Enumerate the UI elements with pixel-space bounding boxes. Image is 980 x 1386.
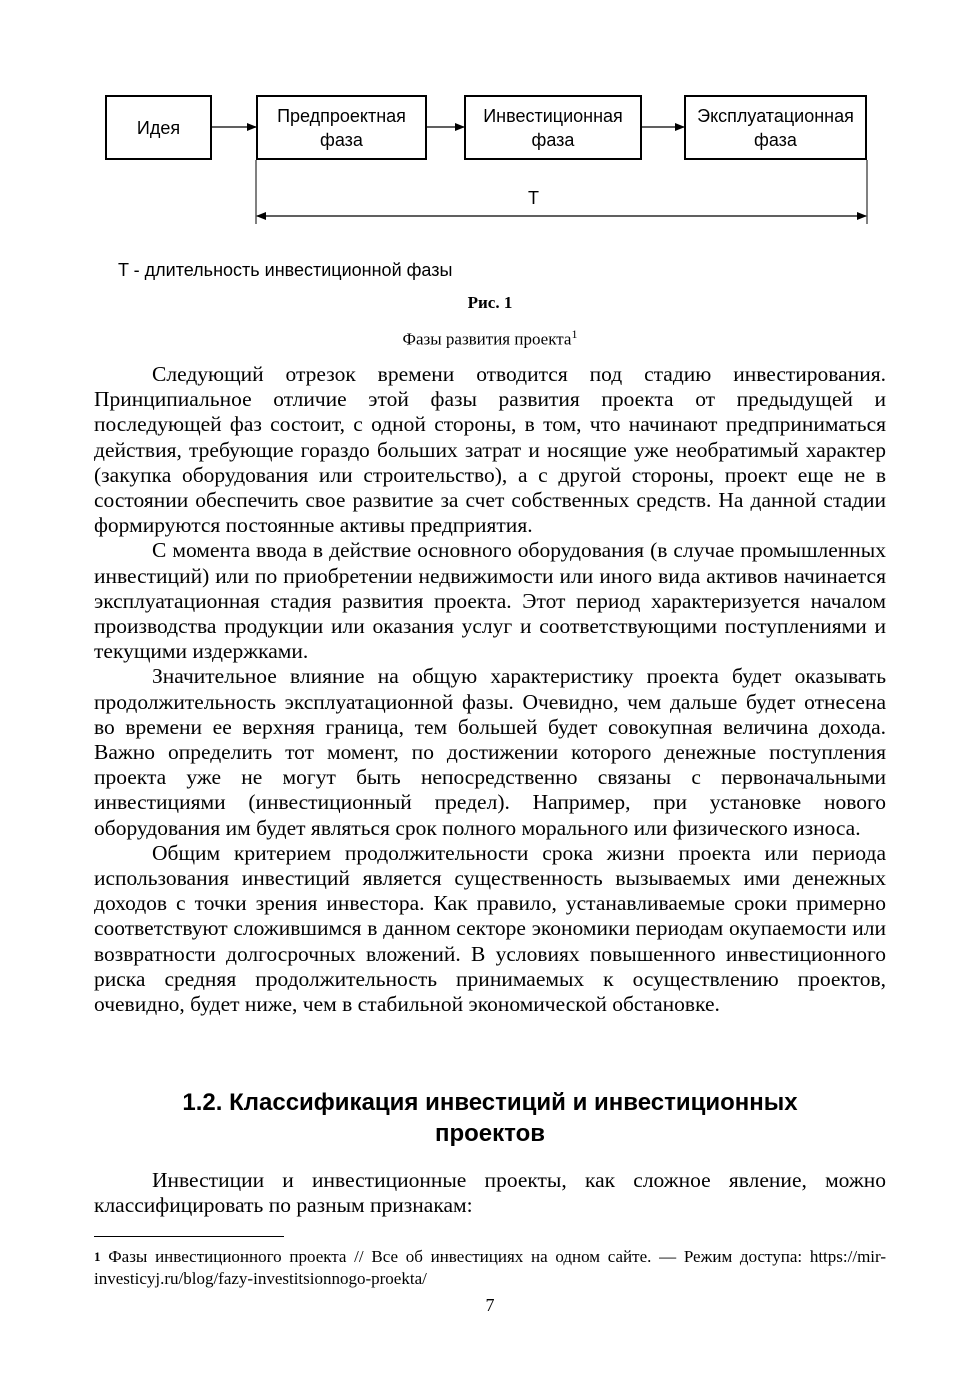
section-heading — [94, 1087, 886, 1149]
paragraph: Следующий отрезок времени отводится под стадию инвестирования. Принципиальное отличие этой фазы развития проекта от предыдущей и последующей фаз состоит, с одной стороны, в том, что начинают предприниматься действия, требующие гораздо больших затрат и носящие уже необратимый характер (закупка оборудования или строительство), а с другой стороны, проект еще не в состоянии обеспечить свое развитие за счет собственных средств. На данной стадии формируются постоянные активы предприятия. — [94, 362, 886, 538]
figure-caption-text: Фазы развития проекта — [402, 329, 572, 349]
figure-number: Рис. 1 — [467, 293, 513, 312]
box-investment-label: Инвестиционная фаза — [483, 105, 623, 150]
span-label-t: T — [528, 188, 539, 208]
box-operation-phase — [684, 95, 867, 160]
diagram-legend: T - длительность инвестиционной фазы — [118, 260, 453, 280]
paragraph: Инвестиции и инвестиционные проекты, как сложное явление, можно классифицировать по разным признакам: — [94, 1168, 886, 1218]
footnote-divider — [94, 1236, 284, 1237]
section-intro — [94, 1168, 886, 1218]
figure-footnote-ref: 1 — [571, 327, 578, 341]
phase-diagram — [0, 0, 980, 240]
body-text — [94, 362, 886, 1017]
box-investment-phase — [464, 95, 642, 160]
footnote — [94, 1246, 886, 1290]
figure-caption — [0, 327, 980, 350]
page-number: 7 — [485, 1295, 495, 1315]
footnote-marker: 1 — [94, 1249, 101, 1264]
box-preinvestment-label: Предпроектная фаза — [277, 105, 406, 150]
section-heading-line-1: 1.2. Классификация инвестиций и инвестиционных — [182, 1089, 798, 1116]
box-idea-label: Идея — [136, 117, 181, 138]
section-heading-line-2: проектов — [434, 1120, 546, 1147]
box-operation-label: Эксплуатационная фаза — [697, 105, 854, 150]
box-idea — [105, 95, 212, 160]
paragraph: Общим критерием продолжительности срока жизни проекта или периода использования инвестиций является существенность вызываемых ими денежных доходов с точки зрения инвестора. Как правило, устанавливаемые сроки примерно соответствуют сложившимся в данном секторе экономики периодам окупаемости или возвратности долгосрочных вложений. В условиях повышенного инвестиционного риска средняя продолжительность принимаемых к осуществлению проектов, очевидно, будет ниже, чем в стабильной экономической обстановке. — [94, 840, 886, 1017]
footnote-text: Фазы инвестиционного проекта // Все об инвестициях на одном сайте. — Режим доступа: https://mir-investicyj.ru/blog/fazy-investitsionnogo-proekta/ — [94, 1247, 886, 1288]
paragraph: Значительное влияние на общую характеристику проекта будет оказывать продолжительность эксплуатационной фазы. Очевидно, чем дальше будет отнесена во времени ее верхняя граница, тем большей будет совокупная величина дохода. Важно определить тот момент, по достижении которого денежные поступления проекта уже не могут быть непосредственно связаны с первоначальными инвестициями (инвестиционный предел). Например, при установке нового оборудования им будет являться срок полного морального или физического износа. — [94, 664, 886, 840]
box-preinvestment-phase — [256, 95, 427, 160]
paragraph: С момента ввода в действие основного оборудования (в случае промышленных инвестиций) или по приобретении недвижимости или иного вида активов начинается эксплуатационная стадия развития проекта. Этот период характеризуется началом производства продукции или оказания услуг и соответствующими поступлениями и текущими издержками. — [94, 538, 886, 664]
